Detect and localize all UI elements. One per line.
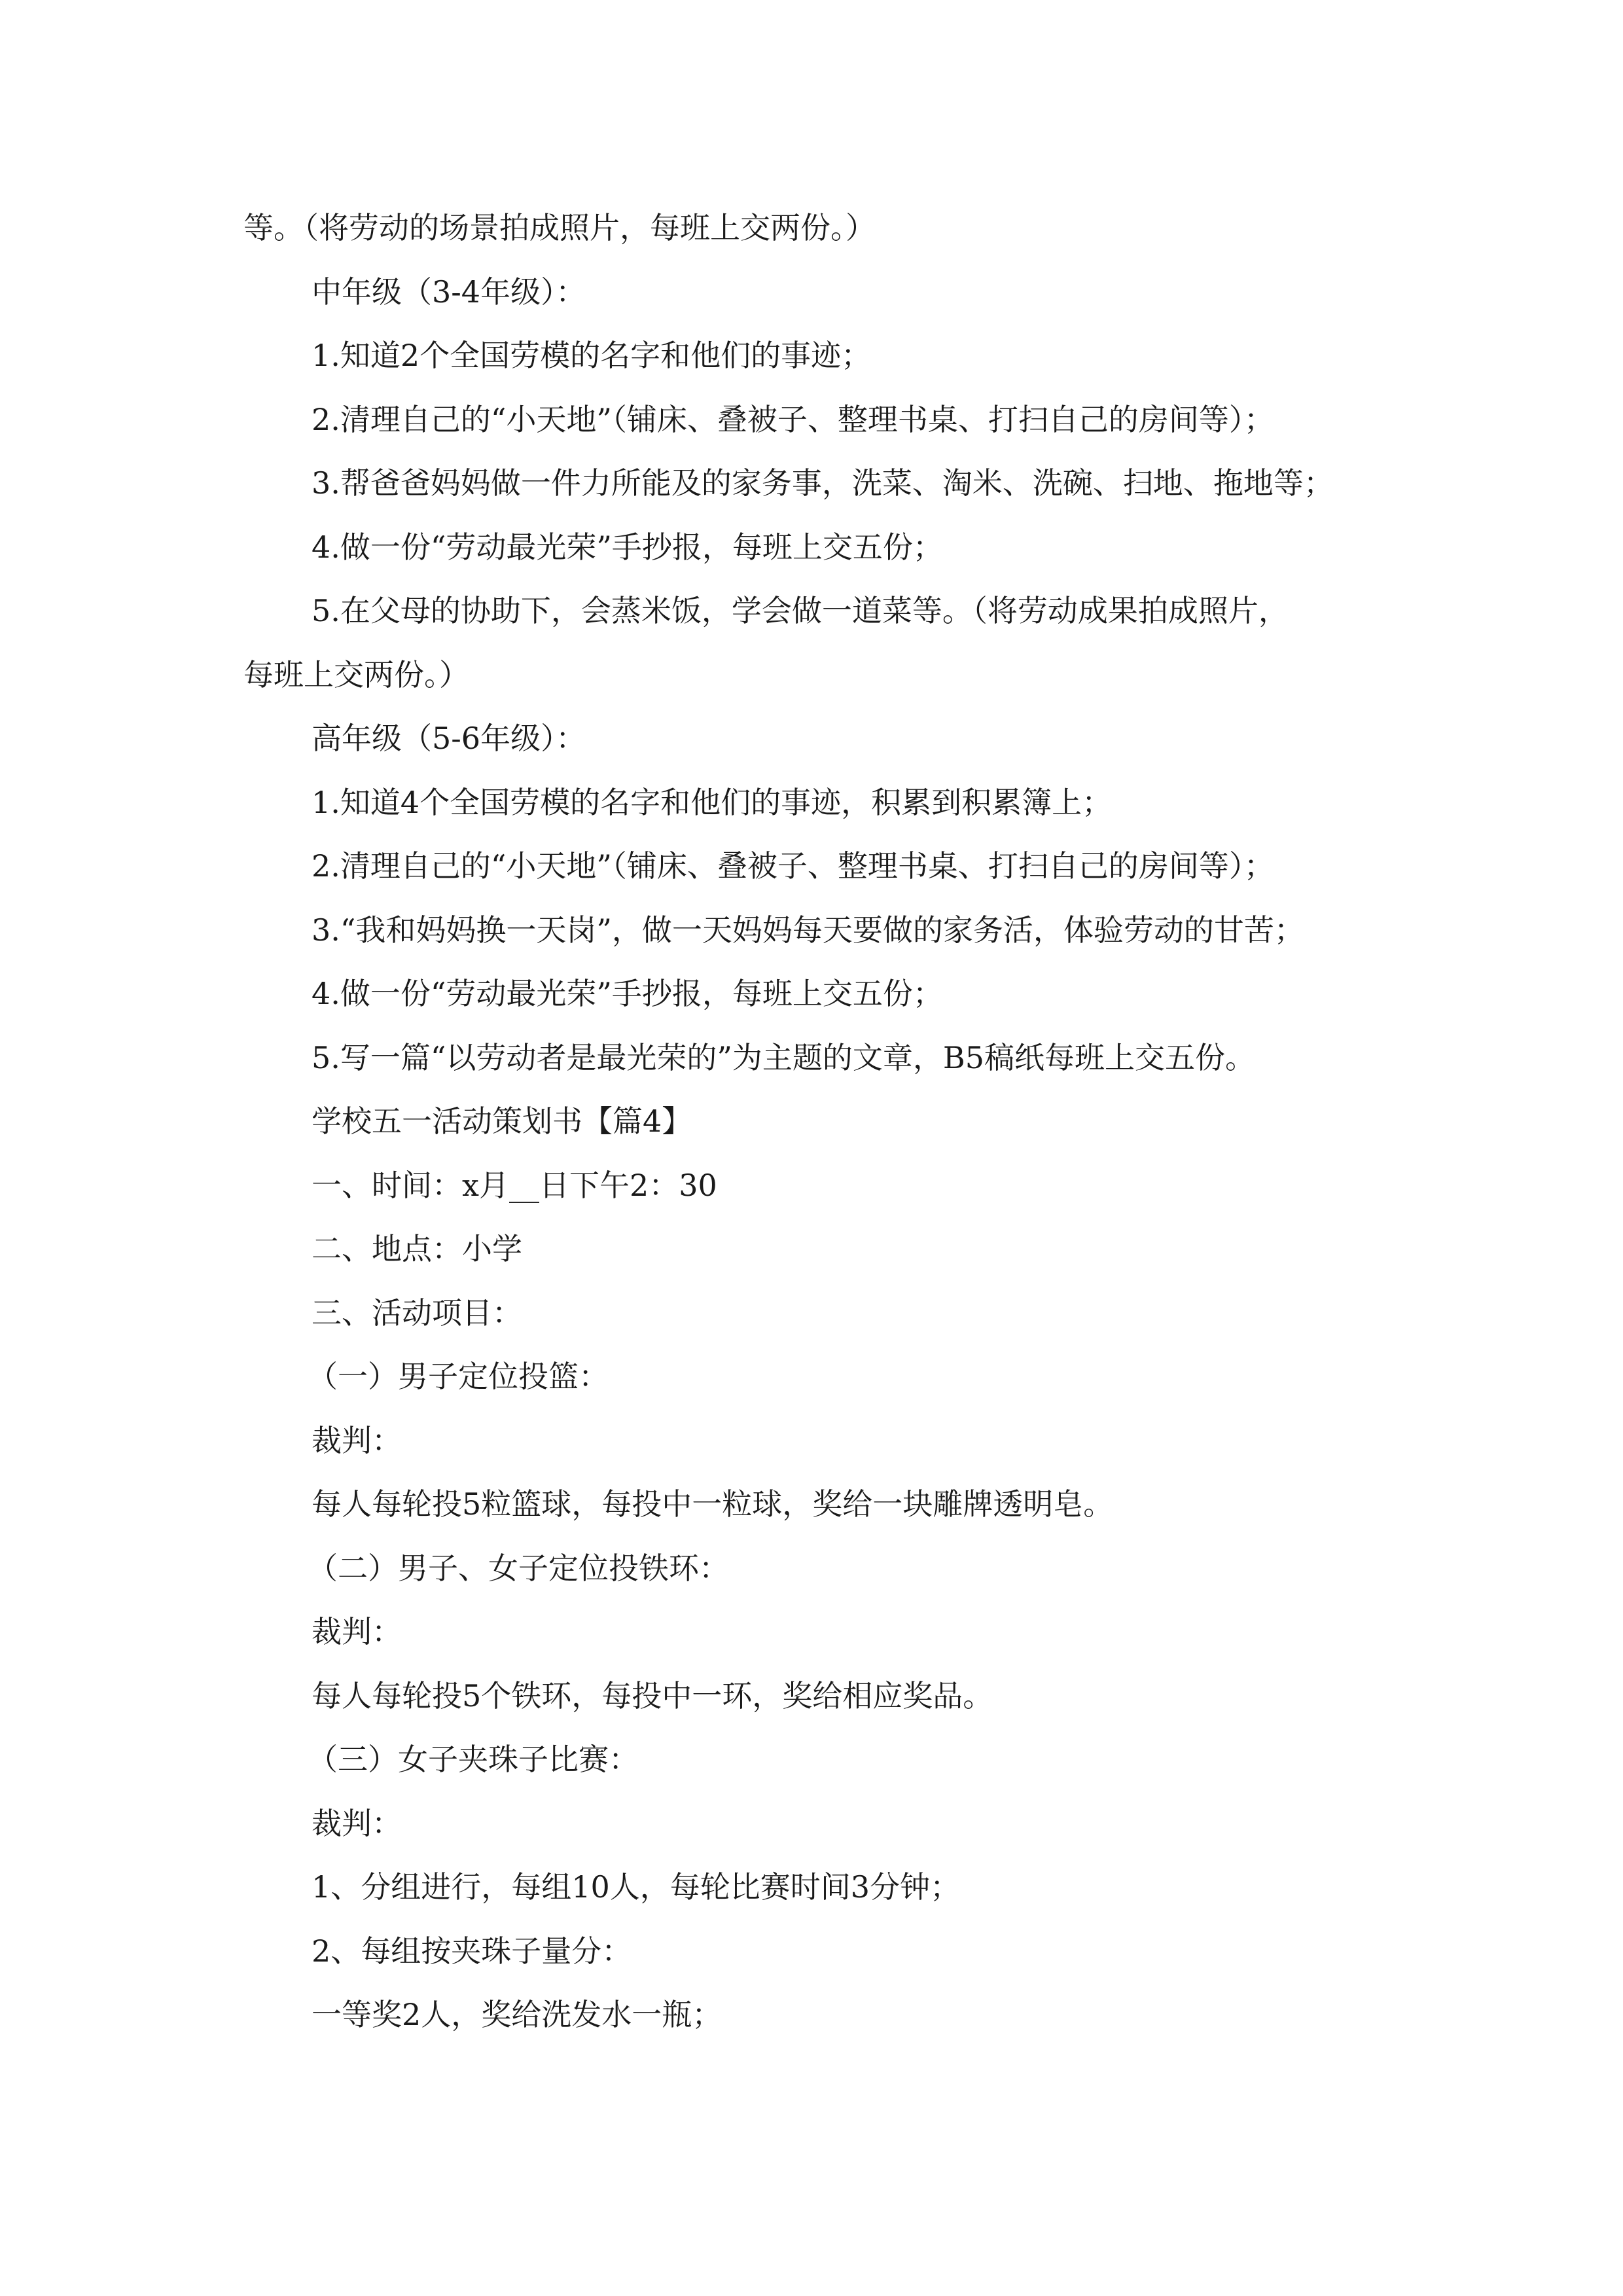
text-line-25: （三）女子夹珠子比赛： (308, 1742, 639, 1777)
text-line-22: （二）男子、女子定位投铁环： (308, 1551, 729, 1586)
text-line-27: 1、分组进行，每组10人，每轮比赛时间3分钟； (312, 1869, 961, 1905)
text-line-1: 等。（将劳动的场景拍成照片，每班上交两份。） (243, 210, 876, 245)
text-line-5: 3.帮爸爸妈妈做一件力所能及的家务事，洗菜、淘米、洗碗、扫地、拖地等； (312, 465, 1334, 501)
text-line-7: 5.在父母的协助下，会蒸米饭，学会做一道菜等。（将劳动成果拍成照片， (312, 593, 1289, 628)
text-line-11: 2.清理自己的“小天地”（铺床、叠被子、整理书桌、打扫自己的房间等）； (312, 848, 1274, 884)
text-line-18: 三、活动项目： (312, 1295, 522, 1331)
text-line-26: 裁判： (312, 1806, 402, 1841)
text-line-23: 裁判： (312, 1614, 402, 1649)
text-line-12: 3.“我和妈妈换一天岗”，做一天妈妈每天要做的家务活，体验劳动的甘苦； (312, 912, 1304, 948)
text-line-9: 高年级（5-6年级）： (312, 721, 586, 756)
text-line-6: 4.做一份“劳动最光荣”手抄报，每班上交五份； (312, 529, 943, 565)
section-title: 学校五一活动策划书【篇4】 (312, 1103, 692, 1139)
text-line-19: （一）男子定位投篮： (308, 1359, 609, 1394)
text-line-24: 每人每轮投5个铁环，每投中一环，奖给相应奖品。 (312, 1678, 993, 1713)
text-line-2: 中年级（3-4年级）： (312, 274, 586, 310)
text-line-29: 一等奖2人，奖给洗发水一瓶； (312, 1997, 722, 2032)
text-line-3: 1.知道2个全国劳模的名字和他们的事迹； (312, 338, 872, 373)
text-line-4: 2.清理自己的“小天地”（铺床、叠被子、整理书桌、打扫自己的房间等）； (312, 402, 1274, 437)
text-line-21: 每人每轮投5粒篮球，每投中一粒球，奖给一块雕牌透明皂。 (312, 1486, 1114, 1522)
text-line-14: 5.写一篇“以劳动者是最光荣的”为主题的文章，B5稿纸每班上交五份。 (312, 1040, 1255, 1075)
text-line-20: 裁判： (312, 1423, 402, 1458)
text-line-16: 一、时间：x月__日下午2：30 (312, 1168, 717, 1203)
text-line-28: 2、每组按夹珠子量分： (312, 1933, 632, 1969)
text-line-13: 4.做一份“劳动最光荣”手抄报，每班上交五份； (312, 976, 943, 1011)
text-line-10: 1.知道4个全国劳模的名字和他们的事迹，积累到积累簿上； (312, 785, 1113, 820)
text-line-8: 每班上交两份。） (243, 657, 469, 692)
text-line-17: 二、地点：小学 (312, 1231, 522, 1266)
